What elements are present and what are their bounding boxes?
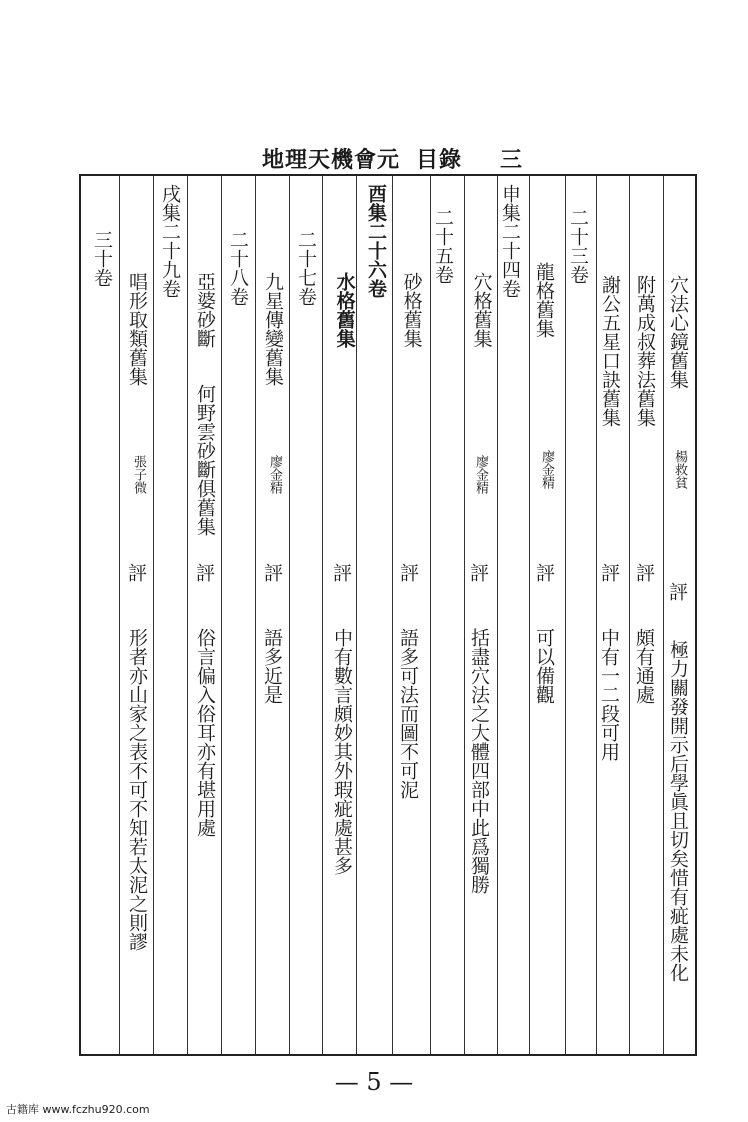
entry-name: 唱形取類舊集 — [125, 272, 148, 386]
volume-heading: 戌集二十九卷 — [159, 184, 181, 298]
entry-author: 廖金精 — [473, 455, 488, 494]
column-divider — [497, 176, 498, 1054]
entry-comment: 形者亦山家之表不可不知若太泥之則謬 — [125, 628, 148, 951]
entry-name: 亞婆砂斷 — [193, 272, 216, 348]
ping-label: 評 — [261, 563, 283, 582]
column-divider — [289, 176, 290, 1054]
column-divider — [565, 176, 566, 1054]
column-divider — [153, 176, 154, 1054]
column-divider — [255, 176, 256, 1054]
volume-heading: 申集二十四卷 — [499, 184, 521, 298]
column-divider — [629, 176, 630, 1054]
column-divider — [430, 176, 431, 1054]
column-divider — [221, 176, 222, 1054]
column-divider — [663, 176, 664, 1054]
volume-heading: 二十八卷 — [227, 230, 249, 306]
entry-comment: 中有一二段可用 — [598, 628, 620, 761]
entry-comment: 中有數言頗妙其外瑕疵處甚多 — [330, 628, 353, 875]
entry-name: 砂格舊集 — [400, 272, 423, 348]
entry-comment: 括盡穴法之大體四部中此爲獨勝 — [467, 628, 490, 894]
ping-label: 評 — [193, 563, 215, 582]
entry-author: 廖金精 — [539, 450, 554, 489]
entry-name: 附萬成叔葬法舊集 — [633, 275, 656, 427]
volume-heading: 三十卷 — [91, 230, 113, 287]
entry-comment: 可以備觀 — [533, 628, 555, 704]
entry-name: 穴格舊集 — [470, 272, 493, 348]
entry-name: 謝公五星口訣舊集 — [598, 275, 621, 427]
site-watermark: 古籍库 www.fczhu920.com — [6, 1103, 150, 1116]
entry-comment: 俗言偏入俗耳亦有堪用處 — [193, 628, 216, 837]
ping-label: 評 — [125, 563, 147, 582]
entry-name: 水格舊集 — [333, 272, 356, 348]
ping-label: 評 — [533, 563, 555, 582]
entry-comment: 語多近是 — [261, 628, 283, 704]
volume-heading: 二十三卷 — [567, 208, 589, 284]
entry-comment: 極力關發開示后學眞且切矣惜有疵處未化 — [666, 640, 689, 982]
entry-name-2: 何野雲砂斷俱舊集 — [193, 384, 216, 536]
entry-comment: 頗有通處 — [633, 628, 655, 704]
entry-comment: 語多可法而圖不可泥 — [397, 628, 419, 799]
column-divider — [187, 176, 188, 1054]
column-divider — [322, 176, 323, 1054]
entry-author: 張子微 — [131, 455, 146, 494]
volume-heading: 酉集二十六卷 — [365, 184, 387, 298]
column-divider — [119, 176, 120, 1054]
entry-name: 九星傳變舊集 — [261, 272, 284, 386]
column-divider — [596, 176, 597, 1054]
page-number: — 5 — — [334, 1068, 414, 1096]
entry-author: 楊救貧 — [672, 450, 687, 489]
ping-label: 評 — [598, 563, 620, 582]
section-title: 目錄 — [416, 147, 463, 173]
page-header — [0, 143, 748, 173]
volume-heading: 二十七卷 — [295, 230, 317, 306]
ping-label: 評 — [330, 563, 352, 582]
ping-label: 評 — [397, 563, 419, 582]
column-divider — [464, 176, 465, 1054]
volume-heading: 二十五卷 — [432, 208, 454, 284]
ping-label: 評 — [633, 563, 655, 582]
column-divider — [392, 176, 393, 1054]
book-title: 地理天機會元 — [262, 147, 401, 173]
entry-author: 廖金精 — [267, 455, 282, 494]
ping-label: 評 — [467, 563, 489, 582]
entry-name: 穴法心鏡舊集 — [666, 275, 689, 389]
section-page: 三 — [500, 147, 524, 173]
column-divider — [529, 176, 530, 1054]
ping-label: 評 — [666, 582, 688, 601]
entry-name: 龍格舊集 — [533, 262, 555, 338]
